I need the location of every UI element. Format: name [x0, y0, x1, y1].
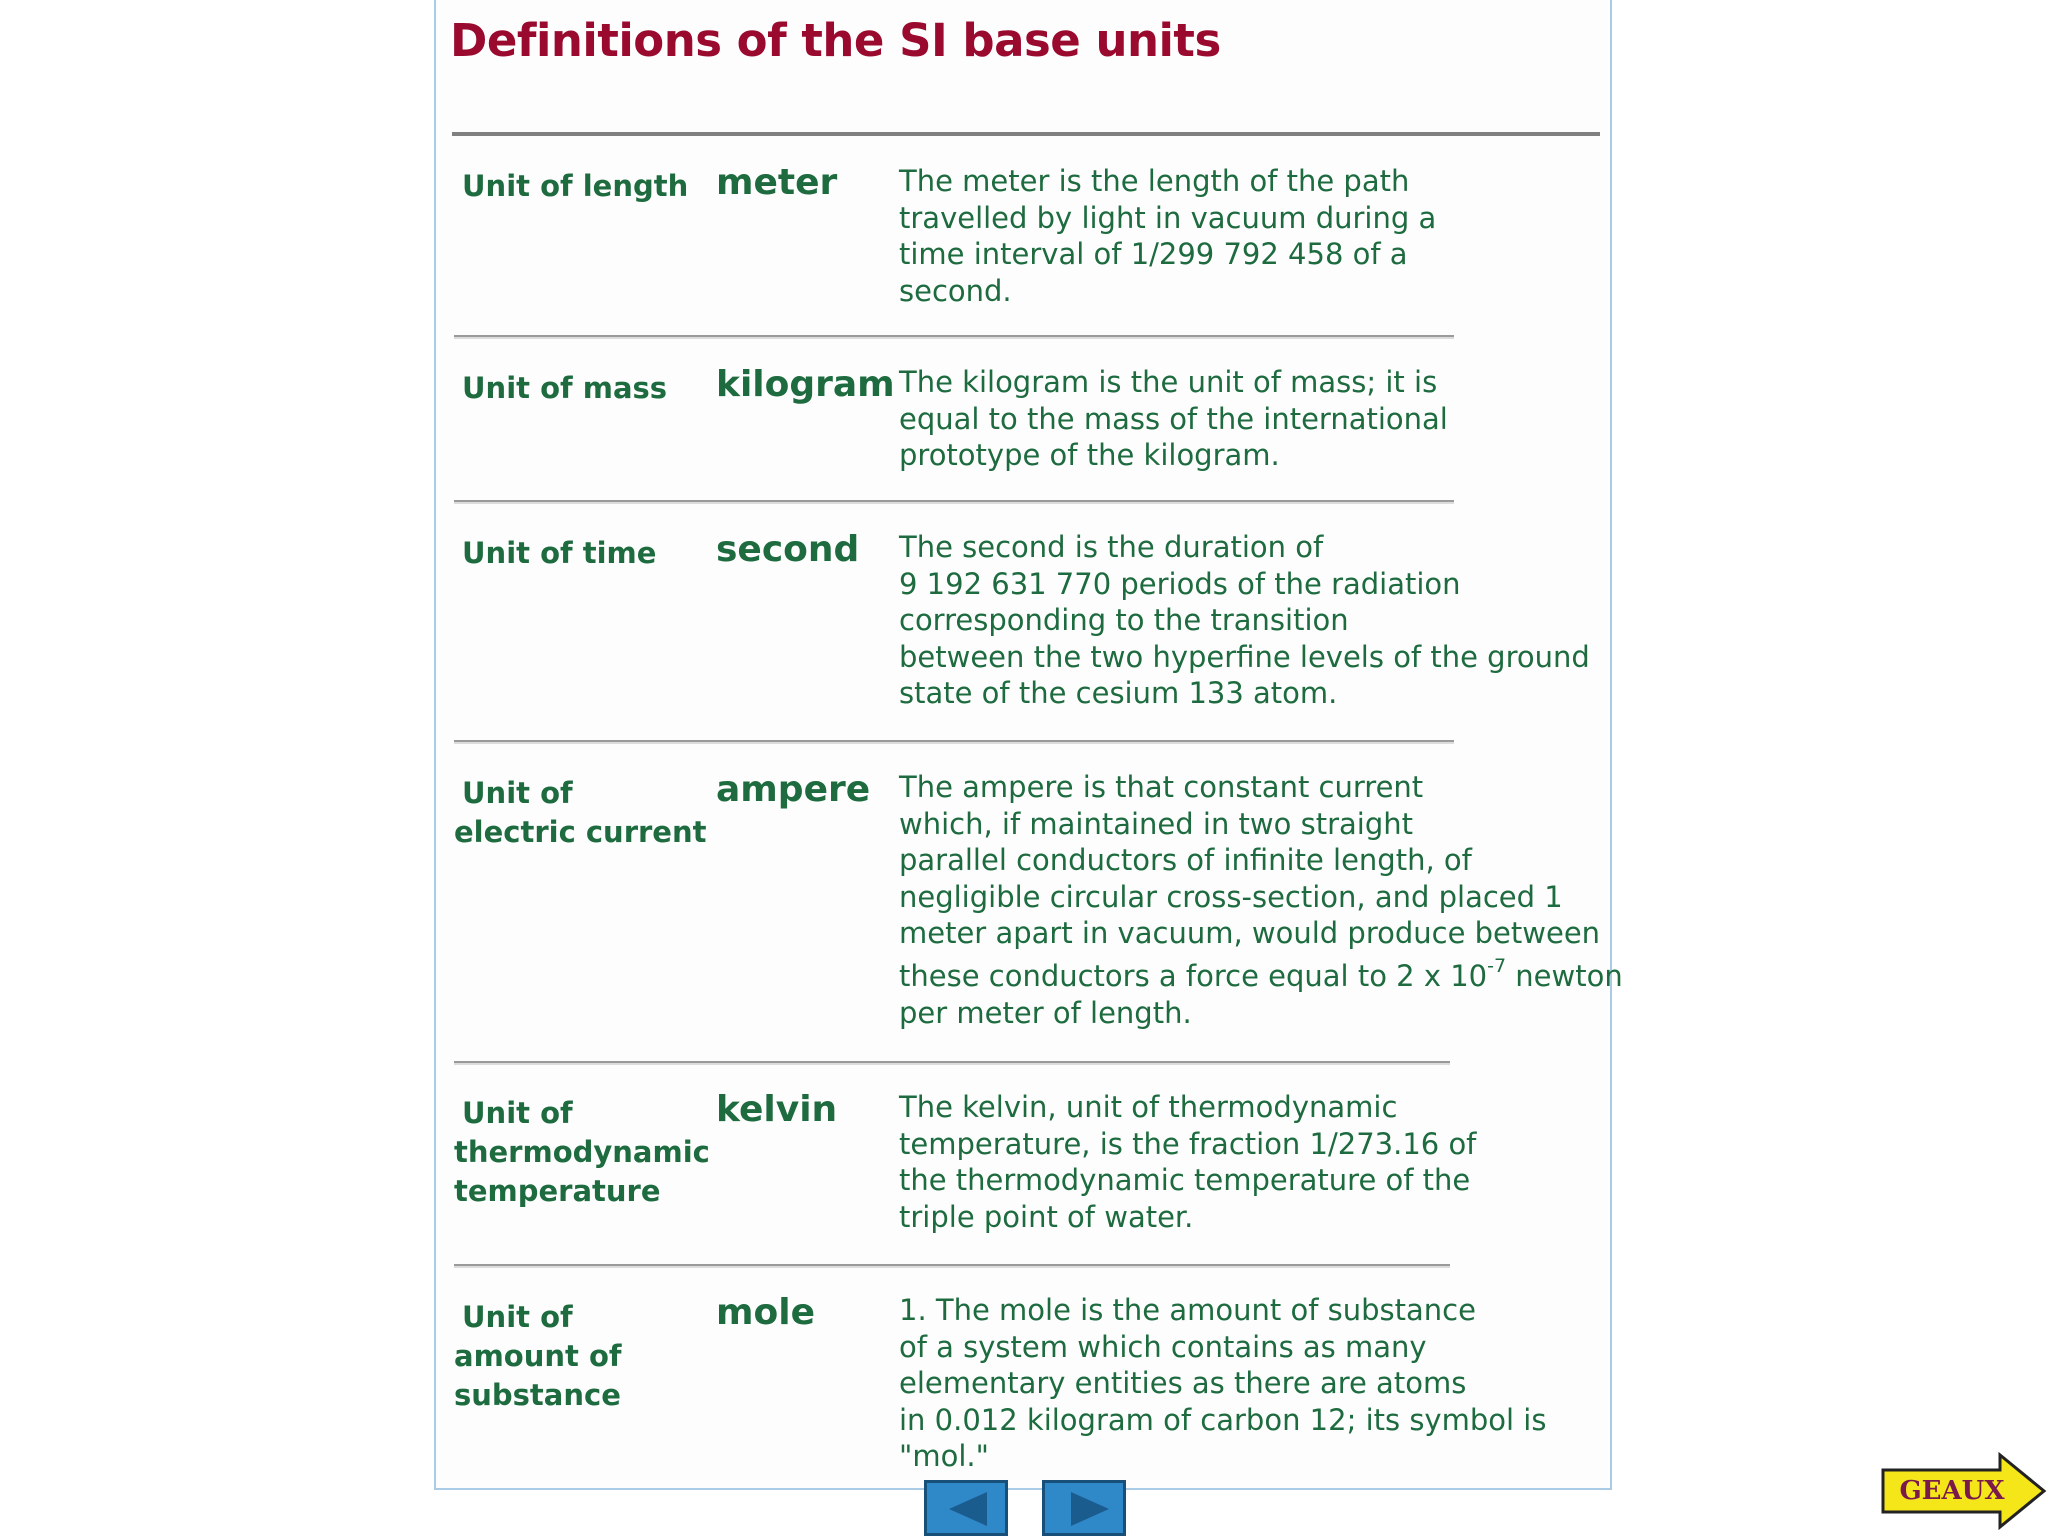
row-label-time: Unit of time: [462, 536, 657, 570]
geaux-label[interactable]: GEAUX: [1899, 1476, 2005, 1506]
row-separator: [454, 1061, 1450, 1065]
unit-name-kelvin: kelvin: [716, 1089, 838, 1130]
definition-ampere-force-line: these conductors a force equal to 2 x $10^{-7}$ newton: [899, 954, 1623, 993]
left-arrow-icon: [949, 1492, 987, 1526]
row-separator: [454, 1264, 1450, 1268]
unit-name-meter: meter: [716, 162, 838, 203]
row-label-amount-of-substance: Unit of amount of substance: [454, 1300, 622, 1412]
definition-kelvin: The kelvin, unit of thermodynamic temperature, is the fraction 1/273.16 of the thermodynamic temperature of the triple point of water.: [899, 1090, 1477, 1234]
definition-kilogram: The kilogram is the unit of mass; it is equal to the mass of the international prototype of the kilogram.: [899, 365, 1448, 473]
unit-name-ampere: ampere: [716, 769, 871, 810]
page-title: Definitions of the SI base units: [450, 14, 1221, 67]
definition-mole: 1. The mole is the amount of substance of a system which contains as many elementary entities as there are atoms in 0.012 kilogram of carbon 12; its symbol is "mol.": [899, 1293, 1547, 1474]
previous-slide-button[interactable]: [924, 1480, 1008, 1536]
unit-name-kilogram: kilogram: [716, 364, 895, 405]
unit-name-mole: mole: [716, 1292, 815, 1333]
definition-meter: The meter is the length of the path travelled by light in vacuum during a time interval of 1/299 792 458 of a second.: [899, 164, 1437, 308]
row-label-mass: Unit of mass: [462, 371, 668, 405]
row-label-thermodynamic-temperature: Unit of thermodynamic temperature: [454, 1096, 710, 1208]
row-separator: [454, 500, 1454, 504]
title-rule: [452, 132, 1600, 136]
row-separator: [454, 740, 1454, 744]
next-slide-button[interactable]: [1042, 1480, 1126, 1536]
row-separator: [454, 335, 1454, 339]
unit-name-second: second: [716, 529, 860, 570]
row-label-electric-current: Unit of electric current: [454, 776, 707, 849]
definition-ampere: The ampere is that constant current which, if maintained in two straight parallel conductors of infinite length, of negligible circular cross-section, and placed 1 meter apart in vacuum, would produce between these conductors a force equal to 2 x $10^{-7}$ newton per meter of length.: [899, 770, 1623, 1030]
definition-second: The second is the duration of 9 192 631 770 periods of the radiation corresponding to the transition between the two hyperfine levels of the ground state of the cesium 133 atom.: [899, 530, 1590, 711]
right-arrow-icon: [1071, 1492, 1109, 1526]
row-label-length: Unit of length: [462, 169, 689, 203]
